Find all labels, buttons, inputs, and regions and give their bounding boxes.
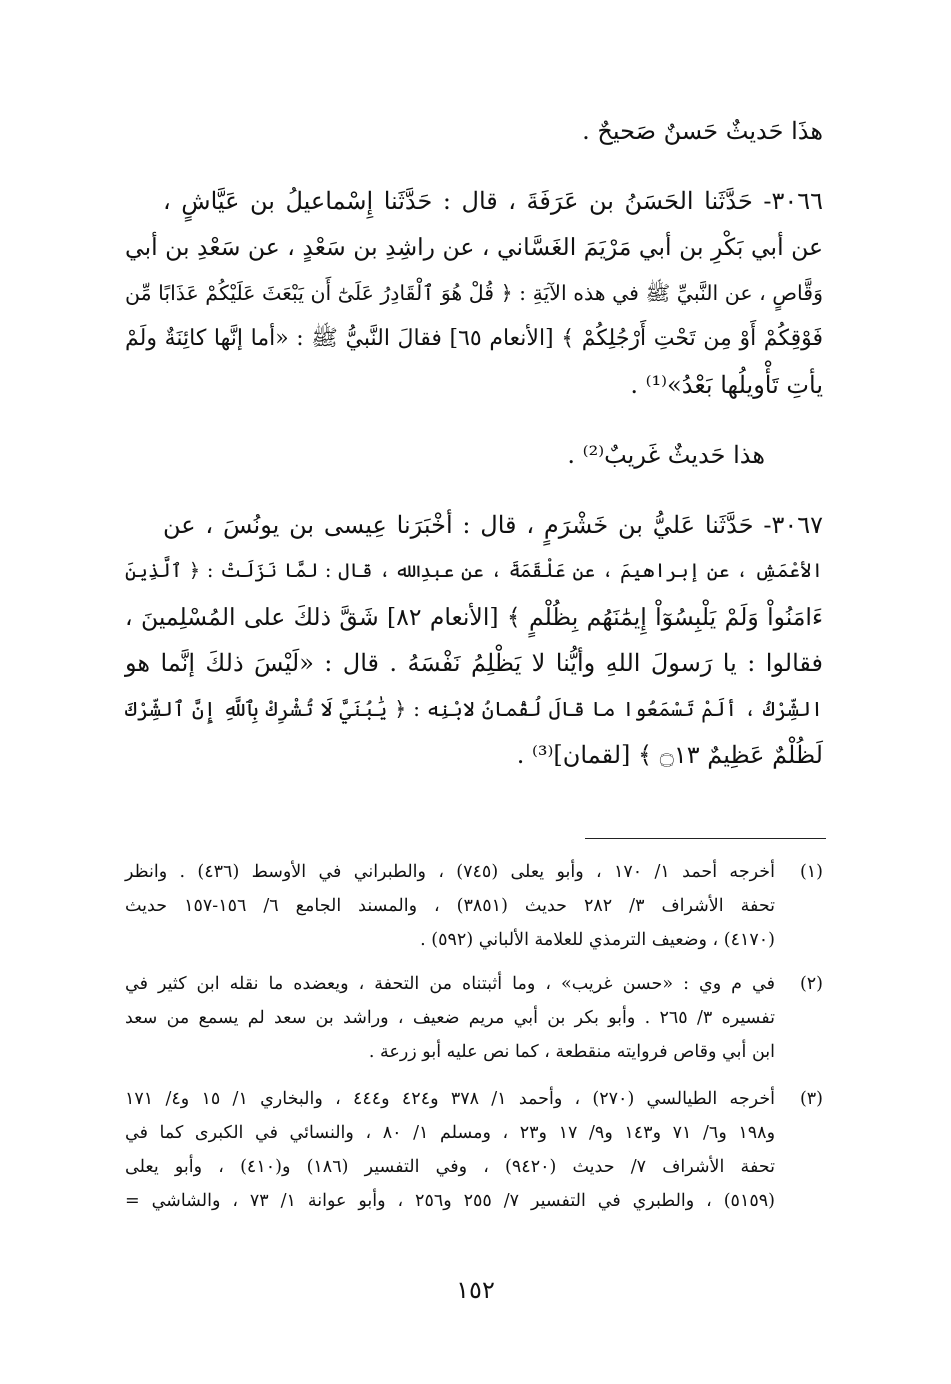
hadith-3067-line-2: الأعْمَشِ ، عن إبراهيمَ ، عن عَلْقَمَةَ ، عن عبدِالله ، قال : لمَّا نَزَلَتْ : ﴿ ٱلَّذِينَ <box>125 559 823 582</box>
footnote-3-number: (٣) <box>799 1089 823 1109</box>
hadith-3067-line-5: الشِّرْكُ ، ألَمْ تَسْمَعُوا ما قالَ لُقْمانُ لابْنِه : ﴿ يَٰبُنَيَّ لَا تُشْرِكْ بِٱللَّهِ إِنَّ ٱلشِّرْكَ <box>125 697 823 721</box>
footnote-2-line-3: ابن أبي وقاص فروايته منقطعة ، كما نص عليه أبو زرعة . <box>368 1042 775 1062</box>
footnote-2-line-2: تفسيره ٣/ ٢٦٥ . وأبو بكر بن أبي مريم ضعيف ، وراشد بن سعد لم يسمع من سعد <box>125 1008 775 1028</box>
hadith-3066-line-5: يأتِ تَأْويلُها بَعْدُ»⁽¹⁾ . <box>630 371 823 399</box>
footnote-1-line-2: تحفة الأشراف ٣/ ٢٨٢ حديث (٣٨٥١) ، والمسند الجامع ٦/ ١٥٦-١٥٧ حديث <box>125 896 776 916</box>
hadith-3067-line-3: ءَامَنُواْ وَلَمْ يَلْبِسُوٓاْ إِيمَٰنَهُم بِظُلْمٍ ﴾ [الأنعام ٨٢] شَقَّ ذلكَ على المُسْلِمينَ ، <box>125 603 824 631</box>
hadith-3066-line-4: فَوْقِكُمْ أَوْ مِن تَحْتِ أَرْجُلِكُمْ ﴾ [الأنعام ٦٥] فقالَ النَّبيُّ ﷺ : «أما إنَّها كائِنَةٌ ولَمْ <box>125 326 823 351</box>
hadith-3066-line-1: ٣٠٦٦- حَدَّثَنا الحَسَنُ بن عَرَفَةَ ، قال : حَدَّثَنا إِسْماعيلُ بن عَيَّاشٍ ، <box>163 187 823 215</box>
hadith-3066-line-2: عن أبي بَكْرِ بن أبي مَرْيَمَ الغَسَّاني ، عن راشِدِ بن سَعْدٍ ، عن سَعْدِ بن أبي <box>125 233 823 261</box>
footnote-2-number: (٢) <box>799 974 823 994</box>
hadith-3067-line-4: فقالوا : يا رَسولَ اللهِ وأيُّنا لا يَظْلِمُ نَفْسَهُ . قال : «لَيْسَ ذلكَ إنَّما هو <box>125 649 824 677</box>
hadith-grading-line: هذَا حَديثٌ حَسنٌ صَحيحٌ . <box>582 117 823 145</box>
footnote-separator <box>585 838 826 839</box>
footnote-3-line-3: تحفة الأشراف ٧/ حديث (٩٤٢٠) ، وفي التفسير (١٨٦) و(٤١٠) ، وأبو يعلى <box>125 1157 775 1177</box>
footnote-1-number: (١) <box>799 862 823 882</box>
footnote-2-line-1: في م وي : «حسن غريب» ، وما أثبتناه من التحفة ، ويعضده ما نقله ابن كثير في <box>125 974 775 994</box>
footnote-3-line-1: أخرجه الطيالسي (٢٧٠) ، وأحمد ١/ ٣٧٨ و٤٢٤ و٤٤٤ ، والبخاري ١/ ١٥ و٤/ ١٧١ <box>125 1089 776 1109</box>
hadith-3066-grading: هذا حَديثٌ غَريبٌ⁽²⁾ . <box>567 441 765 469</box>
footnote-3-line-2: و١٩٨ و٦/ ٧١ و١٤٣ و٩/ ١٧ و٢٣ ، ومسلم ١/ ٨٠ ، والنسائي في الكبرى كما في <box>125 1123 776 1143</box>
hadith-3066-line-3: وَقَّاصٍ ، عن النَّبيِّ ﷺ في هذه الآيَةِ : ﴿ قُلْ هُوَ ٱلْقَادِرُ عَلَىٰٓ أَن يَبْعَثَ عَلَيْكُمْ عَذَابًا مِّن <box>125 281 823 305</box>
hadith-3067-line-1: ٣٠٦٧- حَدَّثَنا عَليُّ بن خَشْرَمٍ ، قال : أخْبَرَنا عِيسى بن يونُسَ ، عن <box>163 511 823 539</box>
footnote-3-line-4: (٥١٥٩) ، والطبري في التفسير ٧/ ٢٥٥ و٢٥٦ ، وأبو عوانة ١/ ٧٣ ، والشاشي = <box>125 1191 775 1211</box>
hadith-3067-line-6: لَظُلْمٌ عَظِيمٌ ۝١٣ ﴾ [لقمان]⁽³⁾ . <box>516 741 823 769</box>
footnote-1-line-3: (٤١٧٠) ، وضعيف الترمذي للعلامة الألباني (٥٩٢) . <box>420 930 775 950</box>
page-number: ١٥٢ <box>456 1276 495 1304</box>
footnote-1-line-1: أخرجه أحمد ١/ ١٧٠ ، وأبو يعلى (٧٤٥) ، والطبراني في الأوسط (٤٣٦) . وانظر <box>125 862 775 882</box>
